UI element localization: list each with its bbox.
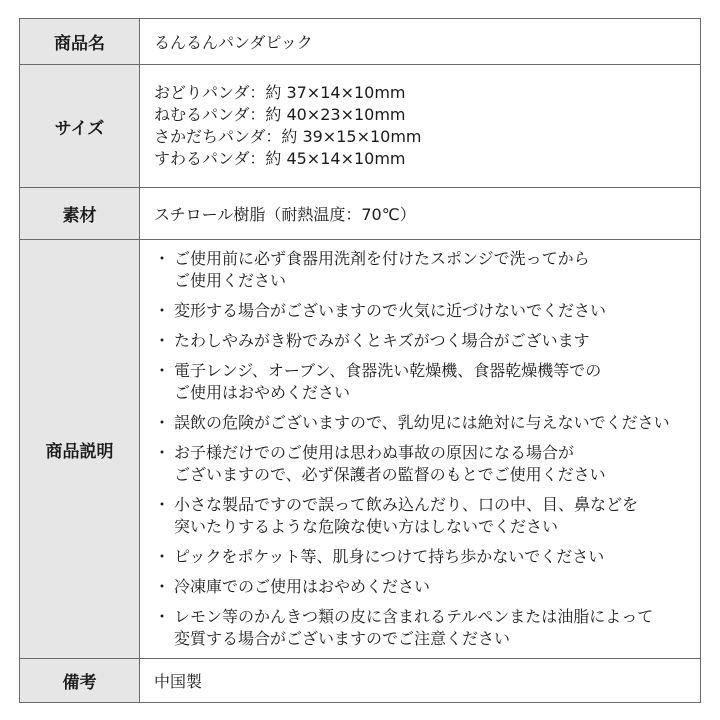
description-item-text [174,248,590,292]
description-line: レモン等のかんきつ類の皮に含まれるテルペンまたは油脂によって [174,607,654,626]
description-list [154,248,700,650]
product-name-label: 商品名 [20,19,140,65]
description-item-text [174,330,590,352]
spec-row-note [20,659,701,703]
material-label: 素材 [20,188,140,240]
description-line: たわしやみがき粉でみがくとキズがつく場合がございます [174,331,590,350]
description-item [154,576,700,598]
description-item [154,546,700,568]
bullet-mark: ・ [154,443,171,462]
size-label: サイズ [20,65,140,188]
description-line: 突いたりするような危険な使い方はしないでください [174,517,559,536]
bullet-mark: ・ [154,495,171,514]
description-line: ご使用はおやめください [174,383,351,402]
description-item [154,412,700,434]
description-item-text [174,546,604,568]
description-item [154,300,700,322]
note-label: 備考 [20,659,140,703]
product-spec-table [19,18,701,703]
description-item-text [174,300,606,322]
description-item [154,360,700,404]
description-values [140,240,701,659]
description-item-text [174,494,638,538]
description-item [154,330,700,352]
size-line: ねむるパンダ：約 40×23×10mm [154,105,406,124]
description-line: ピックをポケット等、肌身につけて持ち歩かないでください [174,547,605,566]
description-line: 変質する場合がございますのでご注意ください [174,629,511,648]
description-line: 小さな製品ですので誤って飲み込んだり、口の中、目、鼻などを [174,495,639,514]
description-item [154,442,700,486]
description-item [154,494,700,538]
bullet-mark: ・ [154,361,171,380]
description-item-text [174,576,430,598]
bullet-mark: ・ [154,301,171,320]
description-item-text [174,412,670,434]
description-line: 電子レンジ、オーブン、食器洗い乾燥機、食器乾燥機等での [174,361,602,380]
bullet-mark: ・ [154,413,171,432]
bullet-mark: ・ [154,607,171,626]
description-label: 商品説明 [20,240,140,659]
description-item-text [174,606,653,650]
bullet-mark: ・ [154,577,171,596]
bullet-mark: ・ [154,547,171,566]
description-line: ございますので、必ず保護者の監督のもとでご使用ください [174,465,606,484]
description-line: ご使用ください [174,271,287,290]
bullet-mark: ・ [154,249,171,268]
product-name-value: るんるんパンダピック [140,19,701,65]
description-item [154,248,700,292]
spec-row-material [20,188,701,240]
material-value: スチロール樹脂（耐熱温度：70℃） [140,188,701,240]
spec-row-size [20,65,701,188]
description-line: 冷凍庫でのご使用はおやめください [174,577,431,596]
size-line: すわるパンダ：約 45×14×10mm [154,149,406,168]
spec-row-product-name [20,19,701,65]
size-line: おどりパンダ：約 37×14×10mm [154,83,406,102]
description-item-text [174,442,606,486]
size-line: さかだちパンダ：約 39×15×10mm [154,127,422,146]
description-line: ご使用前に必ず食器用洗剤を付けたスポンジで洗ってから [174,249,590,268]
description-line: 誤飲の危険がございますので、乳幼児には絶対に与えないでください [174,413,670,432]
description-line: 変形する場合がございますので火気に近づけないでください [174,301,607,320]
description-item [154,606,700,650]
bullet-mark: ・ [154,331,171,350]
size-values [140,65,701,188]
description-item-text [174,360,601,404]
note-value: 中国製 [140,659,701,703]
spec-row-description [20,240,701,659]
description-line: お子様だけでのご使用は思わぬ事故の原因になる場合が [174,443,575,462]
